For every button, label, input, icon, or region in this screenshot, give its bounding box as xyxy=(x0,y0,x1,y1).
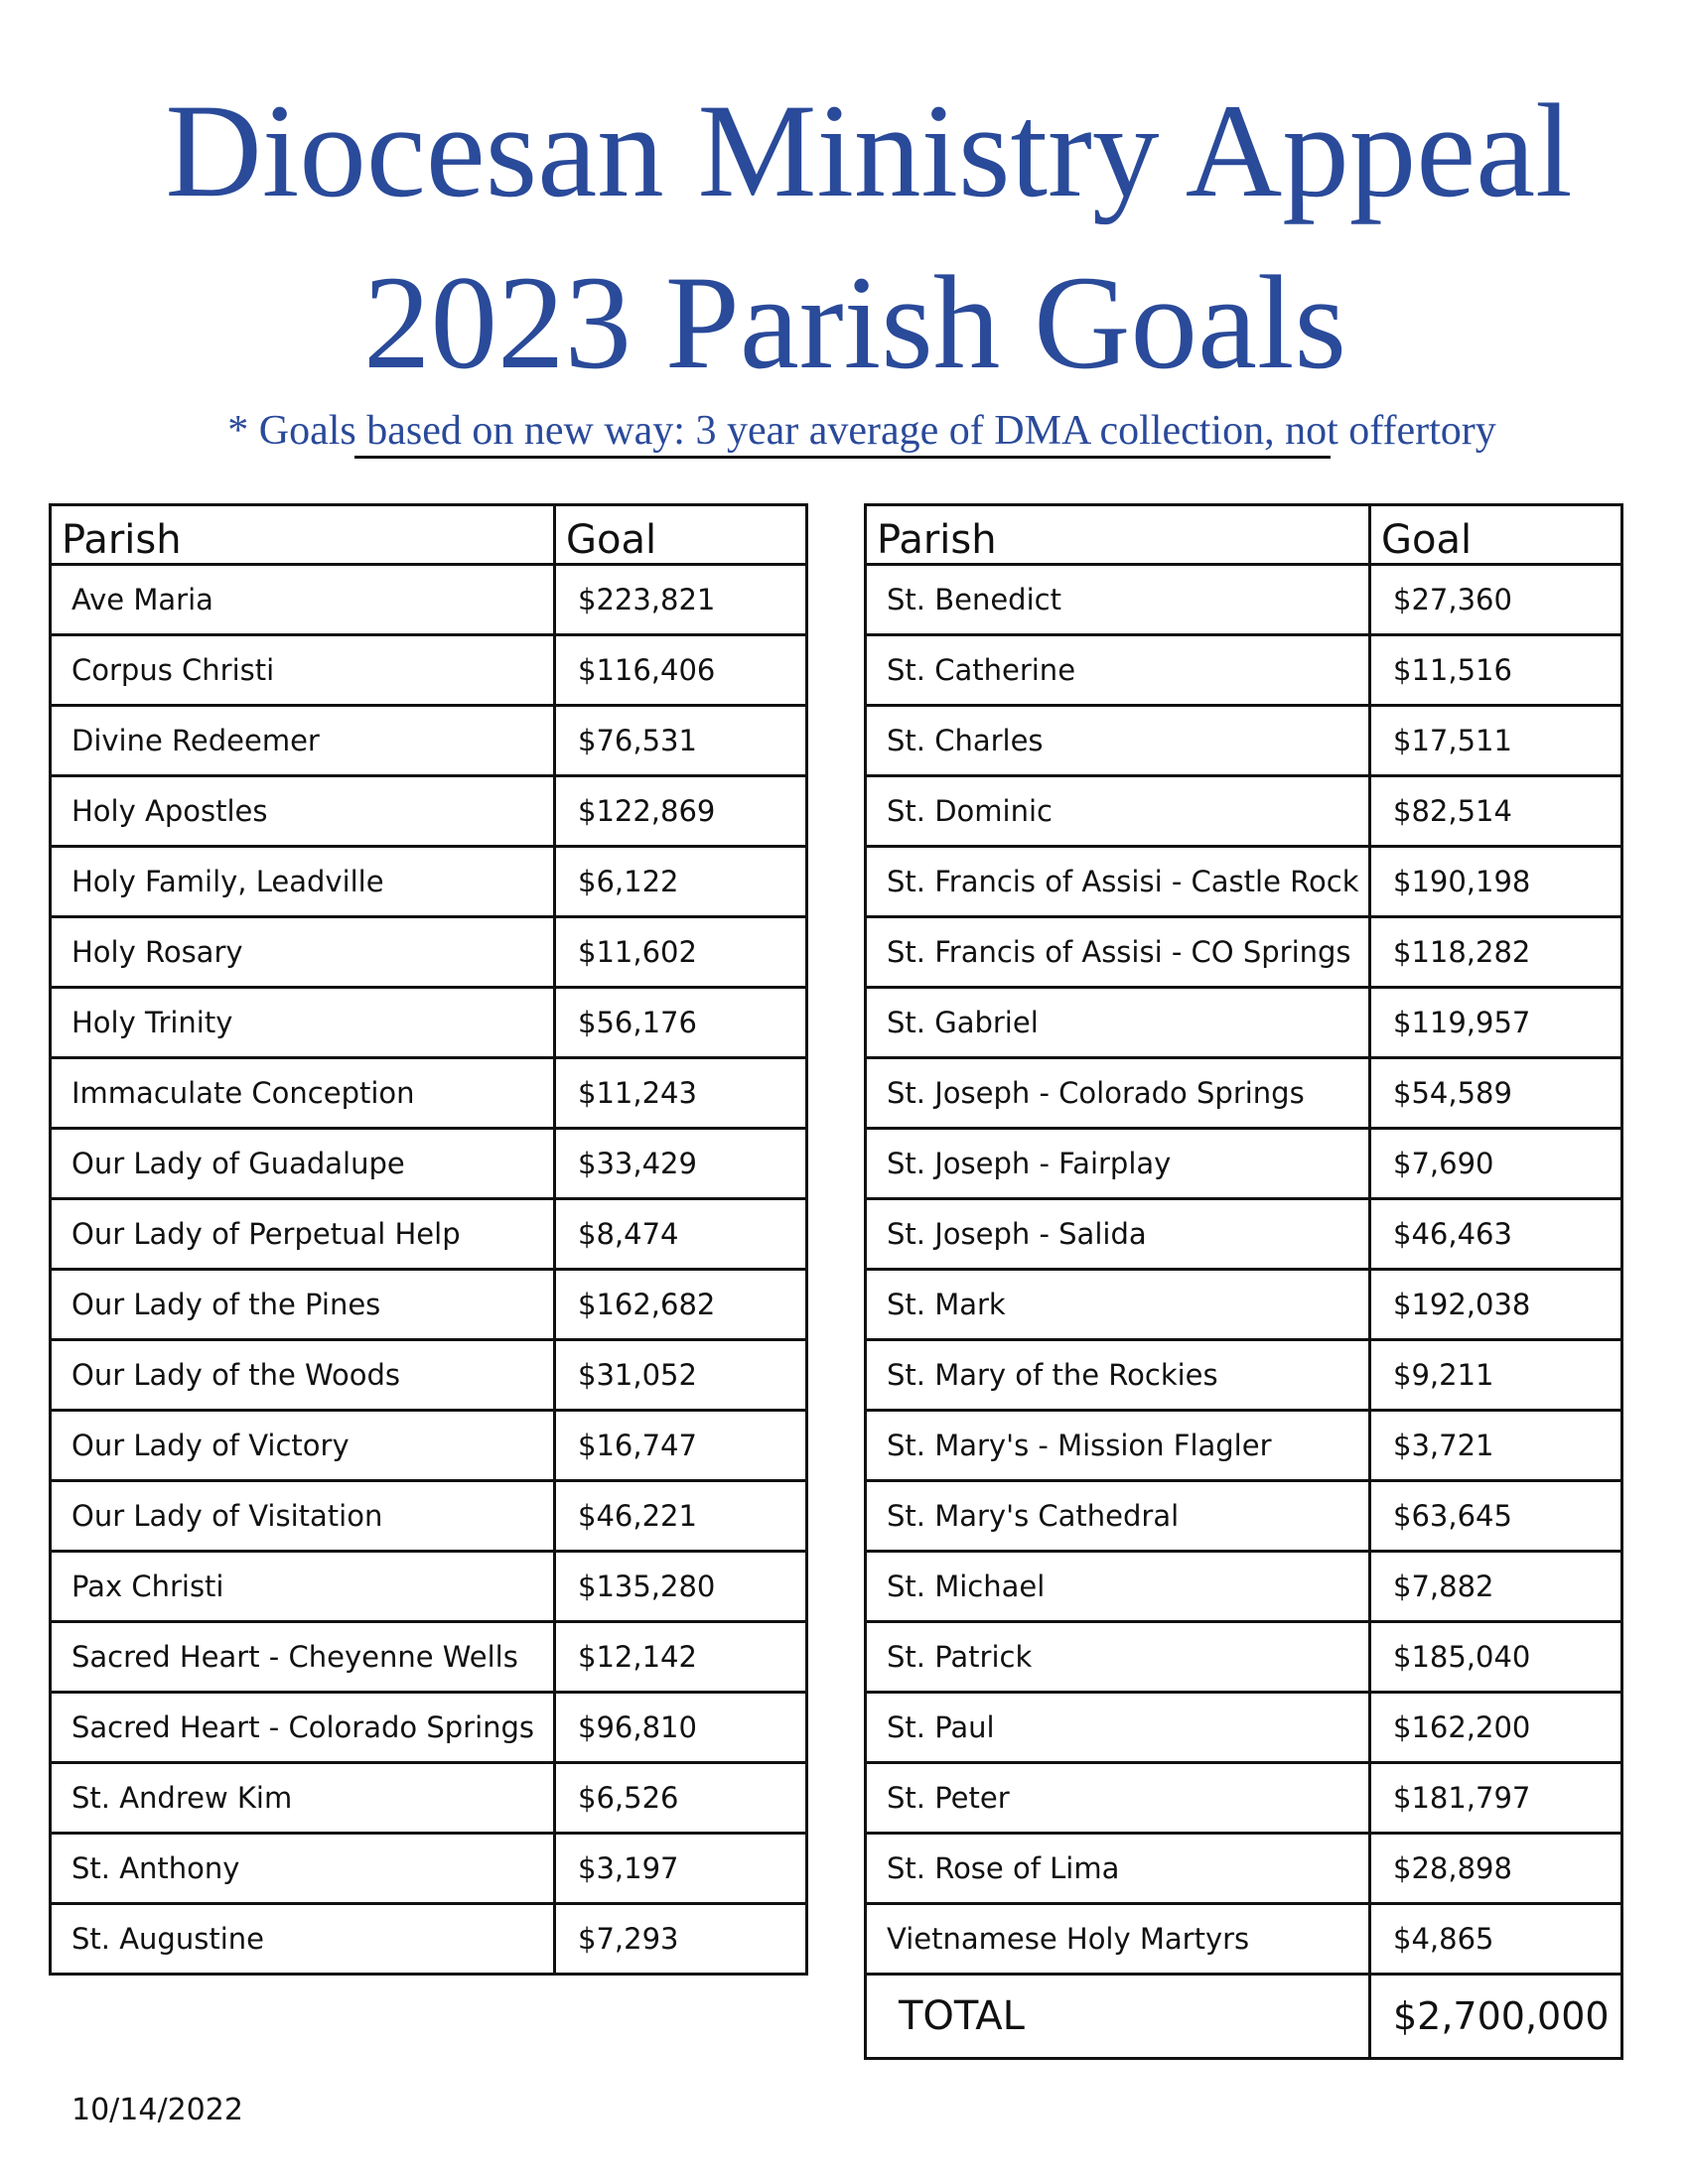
document-date: 10/14/2022 xyxy=(71,2093,243,2127)
parish-name: Immaculate Conception xyxy=(51,1058,555,1129)
parish-name: Holy Trinity xyxy=(51,988,555,1058)
parish-name: St. Gabriel xyxy=(866,988,1370,1058)
table-row xyxy=(51,917,807,988)
parish-goal: $76,531 xyxy=(555,706,807,776)
total-value: $2,700,000 xyxy=(1370,1975,1622,2059)
parish-goal: $135,280 xyxy=(555,1552,807,1622)
table-row xyxy=(51,988,807,1058)
parish-name: St. Joseph - Fairplay xyxy=(866,1129,1370,1199)
parish-goal: $162,682 xyxy=(555,1270,807,1340)
parish-name: St. Andrew Kim xyxy=(51,1763,555,1834)
table-row xyxy=(51,706,807,776)
table-row xyxy=(866,1270,1622,1340)
parish-goal: $118,282 xyxy=(1370,917,1622,988)
parish-name: St. Dominic xyxy=(866,776,1370,847)
parish-goal: $96,810 xyxy=(555,1693,807,1763)
parish-name: Holy Rosary xyxy=(51,917,555,988)
parish-goal: $7,293 xyxy=(555,1904,807,1975)
table-row xyxy=(866,988,1622,1058)
parish-name: Our Lady of Visitation xyxy=(51,1481,555,1552)
table-row xyxy=(51,1763,807,1834)
table-row xyxy=(866,847,1622,917)
parish-goal: $9,211 xyxy=(1370,1340,1622,1411)
table-row xyxy=(51,1411,807,1481)
table-row xyxy=(51,1481,807,1552)
table-row xyxy=(866,1411,1622,1481)
parish-goal: $3,197 xyxy=(555,1834,807,1904)
table-row xyxy=(866,1340,1622,1411)
table-row xyxy=(866,565,1622,635)
left-table-body xyxy=(51,565,807,1975)
table-row xyxy=(866,917,1622,988)
parish-goal: $11,243 xyxy=(555,1058,807,1129)
goal-column-header: Goal xyxy=(555,505,807,565)
parish-goal: $192,038 xyxy=(1370,1270,1622,1340)
table-row xyxy=(51,1904,807,1975)
table-row xyxy=(866,1129,1622,1199)
table-row xyxy=(866,635,1622,706)
table-row xyxy=(51,1552,807,1622)
parish-goal: $56,176 xyxy=(555,988,807,1058)
parish-name: St. Mary's - Mission Flagler xyxy=(866,1411,1370,1481)
parish-name: St. Michael xyxy=(866,1552,1370,1622)
parish-goal: $46,221 xyxy=(555,1481,807,1552)
table-row xyxy=(866,1834,1622,1904)
table-row xyxy=(51,1622,807,1693)
parish-name: St. Mark xyxy=(866,1270,1370,1340)
parish-name: St. Francis of Assisi - Castle Rock xyxy=(866,847,1370,917)
parish-goal: $7,690 xyxy=(1370,1129,1622,1199)
table-row xyxy=(51,847,807,917)
parish-goal: $122,869 xyxy=(555,776,807,847)
table-row xyxy=(866,1552,1622,1622)
table-row xyxy=(866,1481,1622,1552)
parish-name: St. Peter xyxy=(866,1763,1370,1834)
table-row xyxy=(866,706,1622,776)
parish-name: Our Lady of Victory xyxy=(51,1411,555,1481)
parish-goal: $4,865 xyxy=(1370,1904,1622,1975)
page-title-line1: Diocesan Ministry Appeal xyxy=(165,77,1573,225)
table-row xyxy=(866,1058,1622,1129)
parish-name: Our Lady of Guadalupe xyxy=(51,1129,555,1199)
total-row xyxy=(866,1975,1622,2059)
parish-goal: $3,721 xyxy=(1370,1411,1622,1481)
parish-goal: $28,898 xyxy=(1370,1834,1622,1904)
table-row xyxy=(51,1058,807,1129)
parish-name: Sacred Heart - Cheyenne Wells xyxy=(51,1622,555,1693)
parish-goal: $6,122 xyxy=(555,847,807,917)
parish-goal: $31,052 xyxy=(555,1340,807,1411)
parish-goal: $185,040 xyxy=(1370,1622,1622,1693)
table-row xyxy=(866,1763,1622,1834)
parish-name: St. Catherine xyxy=(866,635,1370,706)
parish-name: St. Francis of Assisi - CO Springs xyxy=(866,917,1370,988)
parish-goal: $17,511 xyxy=(1370,706,1622,776)
left-goals-table xyxy=(49,503,808,1976)
parish-name: St. Mary's Cathedral xyxy=(866,1481,1370,1552)
parish-goal: $119,957 xyxy=(1370,988,1622,1058)
table-row xyxy=(51,1129,807,1199)
parish-name: St. Patrick xyxy=(866,1622,1370,1693)
parish-goal: $8,474 xyxy=(555,1199,807,1270)
parish-name: St. Rose of Lima xyxy=(866,1834,1370,1904)
total-label: TOTAL xyxy=(866,1975,1370,2059)
goal-column-header: Goal xyxy=(1370,505,1622,565)
parish-goal: $181,797 xyxy=(1370,1763,1622,1834)
parish-name: Our Lady of the Pines xyxy=(51,1270,555,1340)
table-row xyxy=(866,1693,1622,1763)
parish-name: Pax Christi xyxy=(51,1552,555,1622)
parish-goal: $190,198 xyxy=(1370,847,1622,917)
table-row xyxy=(866,1622,1622,1693)
parish-name: St. Benedict xyxy=(866,565,1370,635)
table-row xyxy=(51,635,807,706)
parish-name: Ave Maria xyxy=(51,565,555,635)
parish-name: St. Joseph - Salida xyxy=(866,1199,1370,1270)
parish-goal: $54,589 xyxy=(1370,1058,1622,1129)
table-row xyxy=(51,1270,807,1340)
table-row xyxy=(51,1834,807,1904)
parish-name: St. Joseph - Colorado Springs xyxy=(866,1058,1370,1129)
parish-column-header: Parish xyxy=(51,505,555,565)
table-row xyxy=(51,1340,807,1411)
parish-name: St. Mary of the Rockies xyxy=(866,1340,1370,1411)
parish-name: Holy Family, Leadville xyxy=(51,847,555,917)
parish-name: St. Paul xyxy=(866,1693,1370,1763)
table-row xyxy=(866,1904,1622,1975)
subtitle-underline xyxy=(354,456,1331,459)
table-header-row xyxy=(866,505,1622,565)
parish-name: Corpus Christi xyxy=(51,635,555,706)
table-row xyxy=(51,1693,807,1763)
parish-goal: $27,360 xyxy=(1370,565,1622,635)
parish-goal: $46,463 xyxy=(1370,1199,1622,1270)
page-title-line2: 2023 Parish Goals xyxy=(363,249,1346,397)
parish-goal: $11,516 xyxy=(1370,635,1622,706)
parish-goal: $12,142 xyxy=(555,1622,807,1693)
parish-name: St. Anthony xyxy=(51,1834,555,1904)
parish-goal: $33,429 xyxy=(555,1129,807,1199)
table-row xyxy=(866,776,1622,847)
parish-goal: $82,514 xyxy=(1370,776,1622,847)
parish-goal: $7,882 xyxy=(1370,1552,1622,1622)
parish-name: Divine Redeemer xyxy=(51,706,555,776)
parish-goal: $6,526 xyxy=(555,1763,807,1834)
parish-goal: $63,645 xyxy=(1370,1481,1622,1552)
table-row xyxy=(51,1199,807,1270)
parish-column-header: Parish xyxy=(866,505,1370,565)
subtitle: * Goals based on new way: 3 year average of DMA collection, not offertory xyxy=(227,408,1496,454)
parish-name: Our Lady of the Woods xyxy=(51,1340,555,1411)
parish-goal: $116,406 xyxy=(555,635,807,706)
right-goals-table xyxy=(864,503,1623,2060)
parish-name: St. Charles xyxy=(866,706,1370,776)
parish-goal: $16,747 xyxy=(555,1411,807,1481)
parish-goal: $223,821 xyxy=(555,565,807,635)
parish-goal: $11,602 xyxy=(555,917,807,988)
right-table-body xyxy=(866,565,1622,1975)
parish-name: Our Lady of Perpetual Help xyxy=(51,1199,555,1270)
table-header-row xyxy=(51,505,807,565)
parish-name: Vietnamese Holy Martyrs xyxy=(866,1904,1370,1975)
parish-goal: $162,200 xyxy=(1370,1693,1622,1763)
parish-name: Holy Apostles xyxy=(51,776,555,847)
table-row xyxy=(51,776,807,847)
table-row xyxy=(866,1199,1622,1270)
parish-name: Sacred Heart - Colorado Springs xyxy=(51,1693,555,1763)
parish-name: St. Augustine xyxy=(51,1904,555,1975)
table-row xyxy=(51,565,807,635)
